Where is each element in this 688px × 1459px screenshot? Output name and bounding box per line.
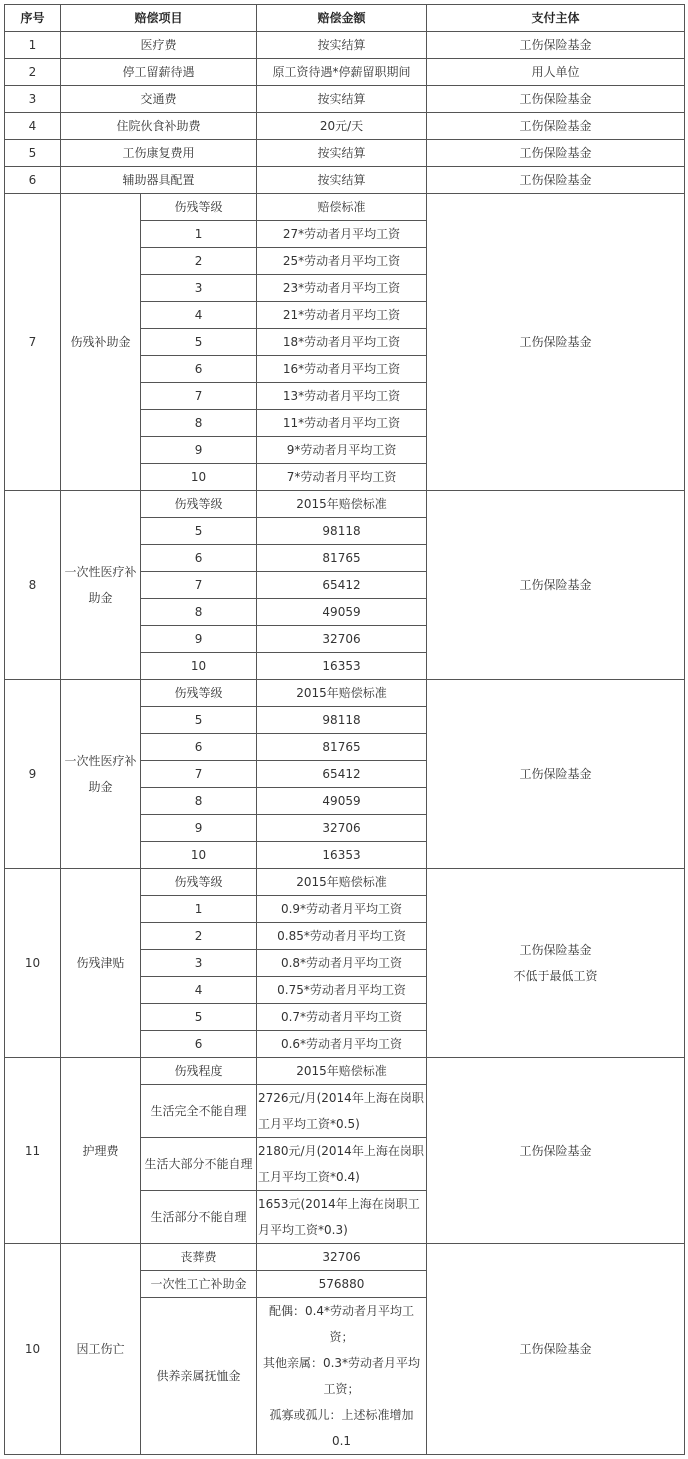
- row-grade: 1: [141, 896, 257, 923]
- funeral-value: 32706: [257, 1244, 427, 1271]
- sub-header-standard: 赔偿标准: [257, 194, 427, 221]
- row-grade: 7: [141, 761, 257, 788]
- row-standard: 25*劳动者月平均工资: [257, 248, 427, 275]
- sub-header-grade: 伤残等级: [141, 680, 257, 707]
- row-grade: 6: [141, 545, 257, 572]
- row-standard: 16*劳动者月平均工资: [257, 356, 427, 383]
- row-grade: 9: [141, 626, 257, 653]
- sub-header-standard: 2015年赔偿标准: [257, 491, 427, 518]
- section-item: 护理费: [61, 1058, 141, 1244]
- row-grade: 10: [141, 464, 257, 491]
- row-standard: 0.6*劳动者月平均工资: [257, 1031, 427, 1058]
- table-row: [5, 113, 685, 140]
- sub-header-grade: 伤残程度: [141, 1058, 257, 1085]
- row-payer: 工伤保险基金: [427, 32, 685, 59]
- section-header-row: [5, 1244, 685, 1271]
- row-standard: 0.75*劳动者月平均工资: [257, 977, 427, 1004]
- header-amount: 赔偿金额: [257, 5, 427, 32]
- pension-label: 供养亲属抚恤金: [141, 1298, 257, 1455]
- section-header-row: [5, 680, 685, 707]
- row-grade: 生活大部分不能自理: [141, 1138, 257, 1191]
- payer-line: 工伤保险基金: [519, 943, 592, 957]
- row-grade: 生活完全不能自理: [141, 1085, 257, 1138]
- row-grade: 6: [141, 734, 257, 761]
- section-no: 7: [5, 194, 61, 491]
- row-no: 1: [5, 32, 61, 59]
- row-item: 医疗费: [61, 32, 257, 59]
- row-payer: 工伤保险基金: [427, 140, 685, 167]
- row-grade: 10: [141, 842, 257, 869]
- section-no: 8: [5, 491, 61, 680]
- row-no: 6: [5, 167, 61, 194]
- row-grade: 5: [141, 518, 257, 545]
- row-no: 3: [5, 86, 61, 113]
- row-amount: 按实结算: [257, 86, 427, 113]
- section-item: 伤残补助金: [61, 194, 141, 491]
- section-payer: 工伤保险基金: [427, 680, 685, 869]
- section-item: 伤残津贴: [61, 869, 141, 1058]
- row-grade: 5: [141, 1004, 257, 1031]
- row-grade: 1: [141, 221, 257, 248]
- row-standard: 81765: [257, 545, 427, 572]
- row-standard: 9*劳动者月平均工资: [257, 437, 427, 464]
- table-row: [5, 32, 685, 59]
- row-standard: 65412: [257, 761, 427, 788]
- row-grade: 9: [141, 815, 257, 842]
- row-grade: 3: [141, 950, 257, 977]
- compensation-table: [4, 4, 685, 1455]
- row-standard: 1653元(2014年上海在岗职工月平均工资*0.3): [257, 1191, 427, 1244]
- section-payer: [427, 869, 685, 1058]
- row-standard: 7*劳动者月平均工资: [257, 464, 427, 491]
- pension-line: 孤寡或孤儿：上述标准增加: [269, 1408, 414, 1422]
- row-grade: 7: [141, 383, 257, 410]
- section-no: 10: [5, 1244, 61, 1455]
- section-payer: 工伤保险基金: [427, 1058, 685, 1244]
- row-payer: 工伤保险基金: [427, 167, 685, 194]
- row-payer: 工伤保险基金: [427, 86, 685, 113]
- row-standard: 49059: [257, 599, 427, 626]
- row-item: 交通费: [61, 86, 257, 113]
- pension-line: 配偶：0.4*劳动者月平均工: [268, 1304, 415, 1318]
- payer-note: 不低于最低工资: [513, 969, 598, 983]
- header-item: 赔偿项目: [61, 5, 257, 32]
- row-standard: 98118: [257, 707, 427, 734]
- row-item: 停工留薪待遇: [61, 59, 257, 86]
- row-standard: 21*劳动者月平均工资: [257, 302, 427, 329]
- sub-header-grade: 伤残等级: [141, 869, 257, 896]
- row-standard: 81765: [257, 734, 427, 761]
- row-standard: 16353: [257, 842, 427, 869]
- row-standard: 16353: [257, 653, 427, 680]
- table-row: [5, 167, 685, 194]
- section-payer: 工伤保险基金: [427, 1244, 685, 1455]
- row-standard: 2726元/月(2014年上海在岗职工月平均工资*0.5): [257, 1085, 427, 1138]
- section-no: 9: [5, 680, 61, 869]
- row-standard: 13*劳动者月平均工资: [257, 383, 427, 410]
- section-payer: 工伤保险基金: [427, 194, 685, 491]
- row-grade: 2: [141, 248, 257, 275]
- row-standard: 2180元/月(2014年上海在岗职工月平均工资*0.4): [257, 1138, 427, 1191]
- section-item: 因工伤亡: [61, 1244, 141, 1455]
- row-amount: 按实结算: [257, 140, 427, 167]
- table-header-row: [5, 5, 685, 32]
- section-item: 一次性医疗补助金: [61, 680, 141, 869]
- sub-header-standard: 2015年赔偿标准: [257, 680, 427, 707]
- row-item: 辅助器具配置: [61, 167, 257, 194]
- header-payer: 支付主体: [427, 5, 685, 32]
- section-header-row: [5, 869, 685, 896]
- pension-line: 工资；: [323, 1382, 360, 1396]
- sub-header-standard: 2015年赔偿标准: [257, 869, 427, 896]
- row-grade: 9: [141, 437, 257, 464]
- row-grade: 8: [141, 599, 257, 626]
- row-amount: 按实结算: [257, 32, 427, 59]
- row-standard: 32706: [257, 626, 427, 653]
- row-grade: 4: [141, 977, 257, 1004]
- row-no: 4: [5, 113, 61, 140]
- sub-header-grade: 伤残等级: [141, 491, 257, 518]
- section-no: 10: [5, 869, 61, 1058]
- row-standard: 11*劳动者月平均工资: [257, 410, 427, 437]
- lump-sum-label: 一次性工亡补助金: [141, 1271, 257, 1298]
- row-grade: 2: [141, 923, 257, 950]
- row-amount: 20元/天: [257, 113, 427, 140]
- row-standard: 0.8*劳动者月平均工资: [257, 950, 427, 977]
- row-item: 工伤康复费用: [61, 140, 257, 167]
- row-grade: 4: [141, 302, 257, 329]
- row-standard: 23*劳动者月平均工资: [257, 275, 427, 302]
- row-item: 住院伙食补助费: [61, 113, 257, 140]
- row-standard: 0.85*劳动者月平均工资: [257, 923, 427, 950]
- row-standard: 0.9*劳动者月平均工资: [257, 896, 427, 923]
- table-row: [5, 140, 685, 167]
- row-grade: 6: [141, 356, 257, 383]
- header-no: 序号: [5, 5, 61, 32]
- row-grade: 7: [141, 572, 257, 599]
- row-standard: 32706: [257, 815, 427, 842]
- funeral-label: 丧葬费: [141, 1244, 257, 1271]
- section-header-row: [5, 491, 685, 518]
- row-payer: 用人单位: [427, 59, 685, 86]
- pension-line: 其他亲属：0.3*劳动者月平均: [262, 1356, 421, 1370]
- row-standard: 27*劳动者月平均工资: [257, 221, 427, 248]
- row-standard: 98118: [257, 518, 427, 545]
- row-standard: 65412: [257, 572, 427, 599]
- section-payer: 工伤保险基金: [427, 491, 685, 680]
- row-grade: 3: [141, 275, 257, 302]
- table-row: [5, 59, 685, 86]
- row-standard: 49059: [257, 788, 427, 815]
- row-standard: 18*劳动者月平均工资: [257, 329, 427, 356]
- sub-header-grade: 伤残等级: [141, 194, 257, 221]
- row-no: 2: [5, 59, 61, 86]
- row-standard: 0.7*劳动者月平均工资: [257, 1004, 427, 1031]
- section-header-row: [5, 1058, 685, 1085]
- row-no: 5: [5, 140, 61, 167]
- pension-line: 资；: [329, 1330, 354, 1344]
- section-no: 11: [5, 1058, 61, 1244]
- table-row: [5, 86, 685, 113]
- row-payer: 工伤保险基金: [427, 113, 685, 140]
- section-header-row: [5, 194, 685, 221]
- row-grade: 10: [141, 653, 257, 680]
- row-amount: 按实结算: [257, 167, 427, 194]
- row-grade: 8: [141, 410, 257, 437]
- sub-header-standard: 2015年赔偿标准: [257, 1058, 427, 1085]
- pension-line: 0.1: [331, 1434, 352, 1448]
- row-grade: 8: [141, 788, 257, 815]
- row-amount: 原工资待遇*停薪留职期间: [257, 59, 427, 86]
- lump-sum-value: 576880: [257, 1271, 427, 1298]
- row-grade: 5: [141, 707, 257, 734]
- row-grade: 生活部分不能自理: [141, 1191, 257, 1244]
- pension-standard: [257, 1298, 427, 1455]
- row-grade: 5: [141, 329, 257, 356]
- row-grade: 6: [141, 1031, 257, 1058]
- section-item: 一次性医疗补助金: [61, 491, 141, 680]
